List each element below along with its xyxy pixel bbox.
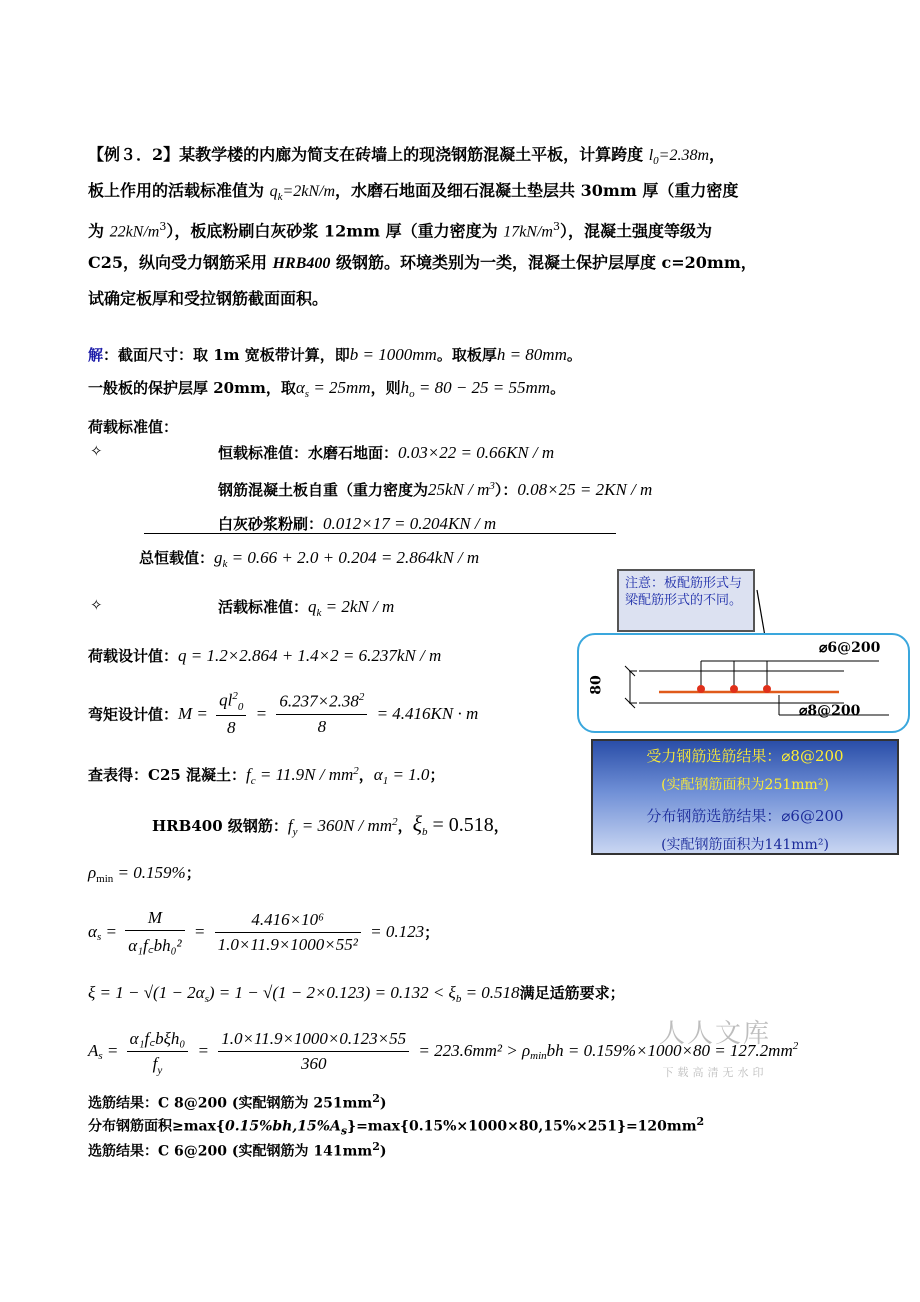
- c25-properties: 查表得：C25 混凝土：$f_c = 11.9N / mm^2$，$\alpha_1 = 1.0$；: [88, 765, 445, 787]
- problem-line-1: 【例３．2】某教学楼的内廊为简支在砖墙上的现浇钢筋混凝土平板，计算跨度 $l_0=2.38m$，: [88, 145, 726, 168]
- selection-result-main: 选筋结果：C 8@200 (实配钢筋为 $251mm^2$): [88, 1092, 387, 1112]
- result-main-area: (实配钢筋面积为251mm²): [661, 777, 829, 793]
- rebar-diagram: [577, 633, 910, 733]
- as-fraction-2: $\frac{1.0\times 11.9\times 1000\times 0.123\times 55}{360}$: [218, 1029, 409, 1074]
- selection-result-distribution: 选筋结果：C 6@200 (实配钢筋为 $141mm^2$): [88, 1140, 387, 1160]
- total-dead-load: 总恒载值：$g_k = 0.66 + 2.0 + 0.204 = 2.864kN / m$: [139, 548, 480, 570]
- dead-load-plaster: 白灰砂浆粉刷：0.012×17 = 0.204KN / m: [218, 514, 497, 533]
- solution-line-2: 一般板的保护层厚 20mm，取$\alpha_s = 25mm$，则$h_o = 80 - 25 = 55mm$。: [88, 378, 566, 400]
- alpha-s-fraction-1: $\frac{M}{\text{α₁f꜀bh₀²}}$: [125, 908, 184, 956]
- xi-calc: $\xi = 1 - √(1 - 2\alpha_s) = 1 - √(1 - 2\times 0.123) = 0.132 < \xi_b = 0.518$满足适筋要求；: [88, 983, 625, 1005]
- moment-fraction-1: $\frac{ql^2_0}{8}$: [216, 690, 246, 738]
- live-load: 活载标准值：$q_k = 2kN / m$: [218, 597, 395, 619]
- load-standard-heading: 荷载标准值：: [88, 418, 179, 436]
- as-fraction-1: $\frac{\text{α₁f꜀bξh₀}}{f_y}$: [127, 1026, 189, 1076]
- result-main-bar: 受力钢筋选筋结果：⌀8@200: [646, 747, 844, 765]
- dead-load-slab: 钢筋混凝土板自重（重力密度为$25kN / m^3$）：0.08×25 = 2KN / m: [218, 480, 653, 499]
- note-text: 注意：板配筋形式与梁配筋形式的不同。: [625, 576, 743, 608]
- problem-line-5: 试确定板厚和受拉钢筋截面面积。: [88, 289, 329, 308]
- problem-line-4: C25，纵向受力钢筋采用 HRB400 级钢筋。环境类别为一类，混凝土保护层厚度 c=20mm，: [88, 253, 757, 272]
- watermark-subtitle: 下载高清无水印: [662, 1066, 768, 1079]
- problem-line-2: 板上作用的活载标准值为 $q_k=2kN/m$，水磨石地面及细石混凝土垫层共 30mm 厚（重力密度: [88, 181, 739, 204]
- diagram-thickness-label: 80: [588, 675, 605, 695]
- watermark-title: 人人文库: [658, 1019, 771, 1049]
- diagram-bottom-rebar-label: ⌀8@200: [799, 703, 861, 719]
- sum-divider: [144, 533, 616, 534]
- alpha-s-fraction-2: $\frac{\text{4.416×10⁶}}{\text{1.0×11.9×1000×55²}}$: [215, 910, 361, 955]
- dead-load-terrazzo: 恒载标准值：水磨石地面：0.03×22 = 0.66KN / m: [218, 443, 555, 462]
- distribution-bar-area: 分布钢筋面积$\ge\max\{0.15\%bh,15\%A_s\}=\max\{0.15\%\times 1000\times 80,15\%\times 251\}=120mm^2$: [88, 1115, 705, 1138]
- design-moment: 弯矩设计值：M = $\frac{ql^2_0}{8}$ = $\frac{6.237\times 2.38^2}{8}$ = 4.416KN · m: [88, 690, 479, 738]
- moment-fraction-2: $\frac{6.237\times 2.38^2}{8}$: [276, 691, 367, 737]
- as-calc: $A_s$ = $\frac{\text{α₁f꜀bξh₀}}{f_y}$ = $\frac{1.0\times 11.9\times 1000\times 0.123\times 55}{360}$ = $223.6mm^2 > \rho_{min}bh = 0.159\%\times 1000\times 80 = 127.2mm^2$: [88, 1026, 798, 1076]
- rho-min: $\rho_{min} = 0.159\%$；: [88, 863, 201, 885]
- bullet-diamond-2: ✧: [90, 596, 103, 614]
- design-load: 荷载设计值：q = 1.2×2.864 + 1.4×2 = 6.237kN / m: [88, 646, 442, 665]
- solution-line-1: 解：截面尺寸：取 1m 宽板带计算，即b = 1000mm。取板厚h = 80mm。: [88, 345, 582, 364]
- result-dist-area: (实配钢筋面积为141mm²): [661, 837, 829, 853]
- problem-line-3: 为 $22kN/m^3$），板底粉刷白灰砂浆 12mm 厚（重力密度为 $17kN/m^3$），混凝土强度等级为: [88, 220, 712, 241]
- alpha-s-calc: $\alpha_s$ = $\frac{M}{\text{α₁f꜀bh₀²}}$ = $\frac{\text{4.416×10⁶}}{\text{1.0×11.9×1000×55²}}$ = 0.123；: [88, 908, 440, 955]
- hrb400-properties: HRB400 级钢筋：$f_y = 360N / mm^2$，$\xi_b = 0.518$，: [152, 811, 509, 838]
- result-box: [591, 739, 899, 855]
- diagram-top-rebar-label: ⌀6@200: [819, 640, 881, 656]
- bullet-diamond-1: ✧: [90, 442, 103, 460]
- result-dist-bar: 分布钢筋选筋结果：⌀6@200: [646, 807, 844, 825]
- watermark: [650, 1013, 780, 1080]
- note-callout: [617, 569, 755, 632]
